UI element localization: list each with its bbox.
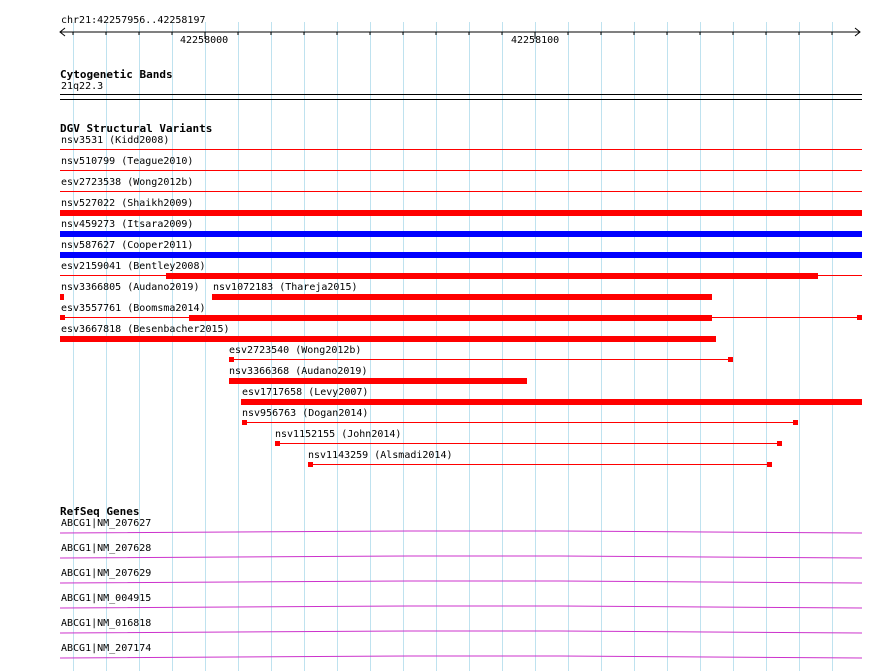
variant-end-cap	[308, 462, 313, 467]
grid-line	[601, 22, 602, 671]
variant-feature[interactable]	[60, 210, 862, 216]
variant-feature[interactable]	[60, 294, 64, 300]
grid-line	[832, 22, 833, 671]
variant-end-cap	[242, 420, 247, 425]
variant-label[interactable]: esv3667818 (Besenbacher2015)	[61, 324, 230, 335]
variant-feature[interactable]	[60, 252, 862, 258]
variant-feature[interactable]	[189, 315, 712, 321]
gene-label[interactable]: ABCG1|NM_207629	[61, 568, 152, 579]
gene-label[interactable]: ABCG1|NM_016818	[61, 618, 152, 629]
variant-feature[interactable]	[242, 422, 798, 423]
grid-line	[172, 22, 173, 671]
variant-label[interactable]: nsv510799 (Teague2010)	[61, 156, 194, 167]
variant-end-cap	[728, 357, 733, 362]
gene-feature[interactable]	[60, 528, 862, 536]
variant-label[interactable]: esv2159041 (Bentley2008)	[61, 261, 206, 272]
gene-feature[interactable]	[60, 603, 862, 611]
variant-label[interactable]: nsv587627 (Cooper2011)	[61, 240, 194, 251]
cytoband-line[interactable]	[60, 94, 862, 95]
variant-feature[interactable]	[308, 464, 772, 465]
gene-feature[interactable]	[60, 628, 862, 636]
variant-end-cap	[793, 420, 798, 425]
grid-line	[436, 22, 437, 671]
gene-label[interactable]: ABCG1|NM_207627	[61, 518, 152, 529]
variant-label[interactable]: esv2723540 (Wong2012b)	[229, 345, 362, 356]
variant-label[interactable]: nsv956763 (Dogan2014)	[242, 408, 369, 419]
variant-label[interactable]: esv3557761 (Boomsma2014)	[61, 303, 206, 314]
variant-label[interactable]: nsv3366368 (Audano2019)	[229, 366, 368, 377]
dgv-track-title: DGV Structural Variants	[60, 122, 213, 135]
cytoband-line[interactable]	[60, 99, 862, 100]
variant-label[interactable]: nsv1143259 (Alsmadi2014)	[308, 450, 453, 461]
variant-feature[interactable]	[275, 443, 782, 444]
grid-line	[700, 22, 701, 671]
variant-end-cap	[767, 462, 772, 467]
variant-feature[interactable]	[60, 336, 716, 342]
variant-label[interactable]: nsv1152155 (John2014)	[275, 429, 402, 440]
refseq-track-title: RefSeq Genes	[60, 505, 140, 518]
variant-label[interactable]: nsv1072183 (Thareja2015)	[213, 282, 358, 293]
gene-label[interactable]: ABCG1|NM_004915	[61, 593, 152, 604]
variant-label[interactable]: nsv3366805 (Audano2019)	[61, 282, 200, 293]
variant-feature[interactable]	[229, 378, 527, 384]
grid-line	[667, 22, 668, 671]
gene-feature[interactable]	[60, 578, 862, 586]
cytobands-track-title: Cytogenetic Bands	[60, 68, 173, 81]
grid-line	[799, 22, 800, 671]
grid-line	[634, 22, 635, 671]
variant-feature[interactable]	[60, 170, 862, 171]
grid-line	[766, 22, 767, 671]
variant-feature[interactable]	[60, 149, 862, 150]
grid-line	[733, 22, 734, 671]
variant-feature[interactable]	[229, 359, 733, 360]
variant-label[interactable]: esv2723538 (Wong2012b)	[61, 177, 194, 188]
variant-feature[interactable]	[166, 273, 818, 279]
variant-end-cap	[229, 357, 234, 362]
ruler-axis[interactable]	[58, 26, 864, 40]
grid-line	[568, 22, 569, 671]
variant-feature[interactable]	[60, 231, 862, 237]
gene-label[interactable]: ABCG1|NM_207628	[61, 543, 152, 554]
variant-label[interactable]: nsv527022 (Shaikh2009)	[61, 198, 194, 209]
variant-end-cap	[60, 315, 65, 320]
ruler-tick-label: 42258100	[511, 35, 560, 46]
grid-line	[403, 22, 404, 671]
variant-end-cap	[275, 441, 280, 446]
variant-end-cap	[857, 315, 862, 320]
grid-line	[535, 22, 536, 671]
gene-label[interactable]: ABCG1|NM_207174	[61, 643, 152, 654]
variant-label[interactable]: esv1717658 (Levy2007)	[242, 387, 369, 398]
variant-feature[interactable]	[60, 191, 862, 192]
grid-line	[502, 22, 503, 671]
variant-feature[interactable]	[241, 399, 862, 405]
variant-label[interactable]: nsv3531 (Kidd2008)	[61, 135, 170, 146]
grid-line	[205, 22, 206, 671]
gene-feature[interactable]	[60, 553, 862, 561]
variant-feature[interactable]	[212, 294, 712, 300]
ruler-range-label: chr21:42257956..42258197	[61, 15, 206, 26]
cytoband-label[interactable]: 21q22.3	[61, 81, 104, 92]
grid-line	[370, 22, 371, 671]
variant-label[interactable]: nsv459273 (Itsara2009)	[61, 219, 194, 230]
gene-feature[interactable]	[60, 653, 862, 661]
grid-line	[469, 22, 470, 671]
ruler-tick-label: 42258000	[180, 35, 229, 46]
variant-end-cap	[777, 441, 782, 446]
